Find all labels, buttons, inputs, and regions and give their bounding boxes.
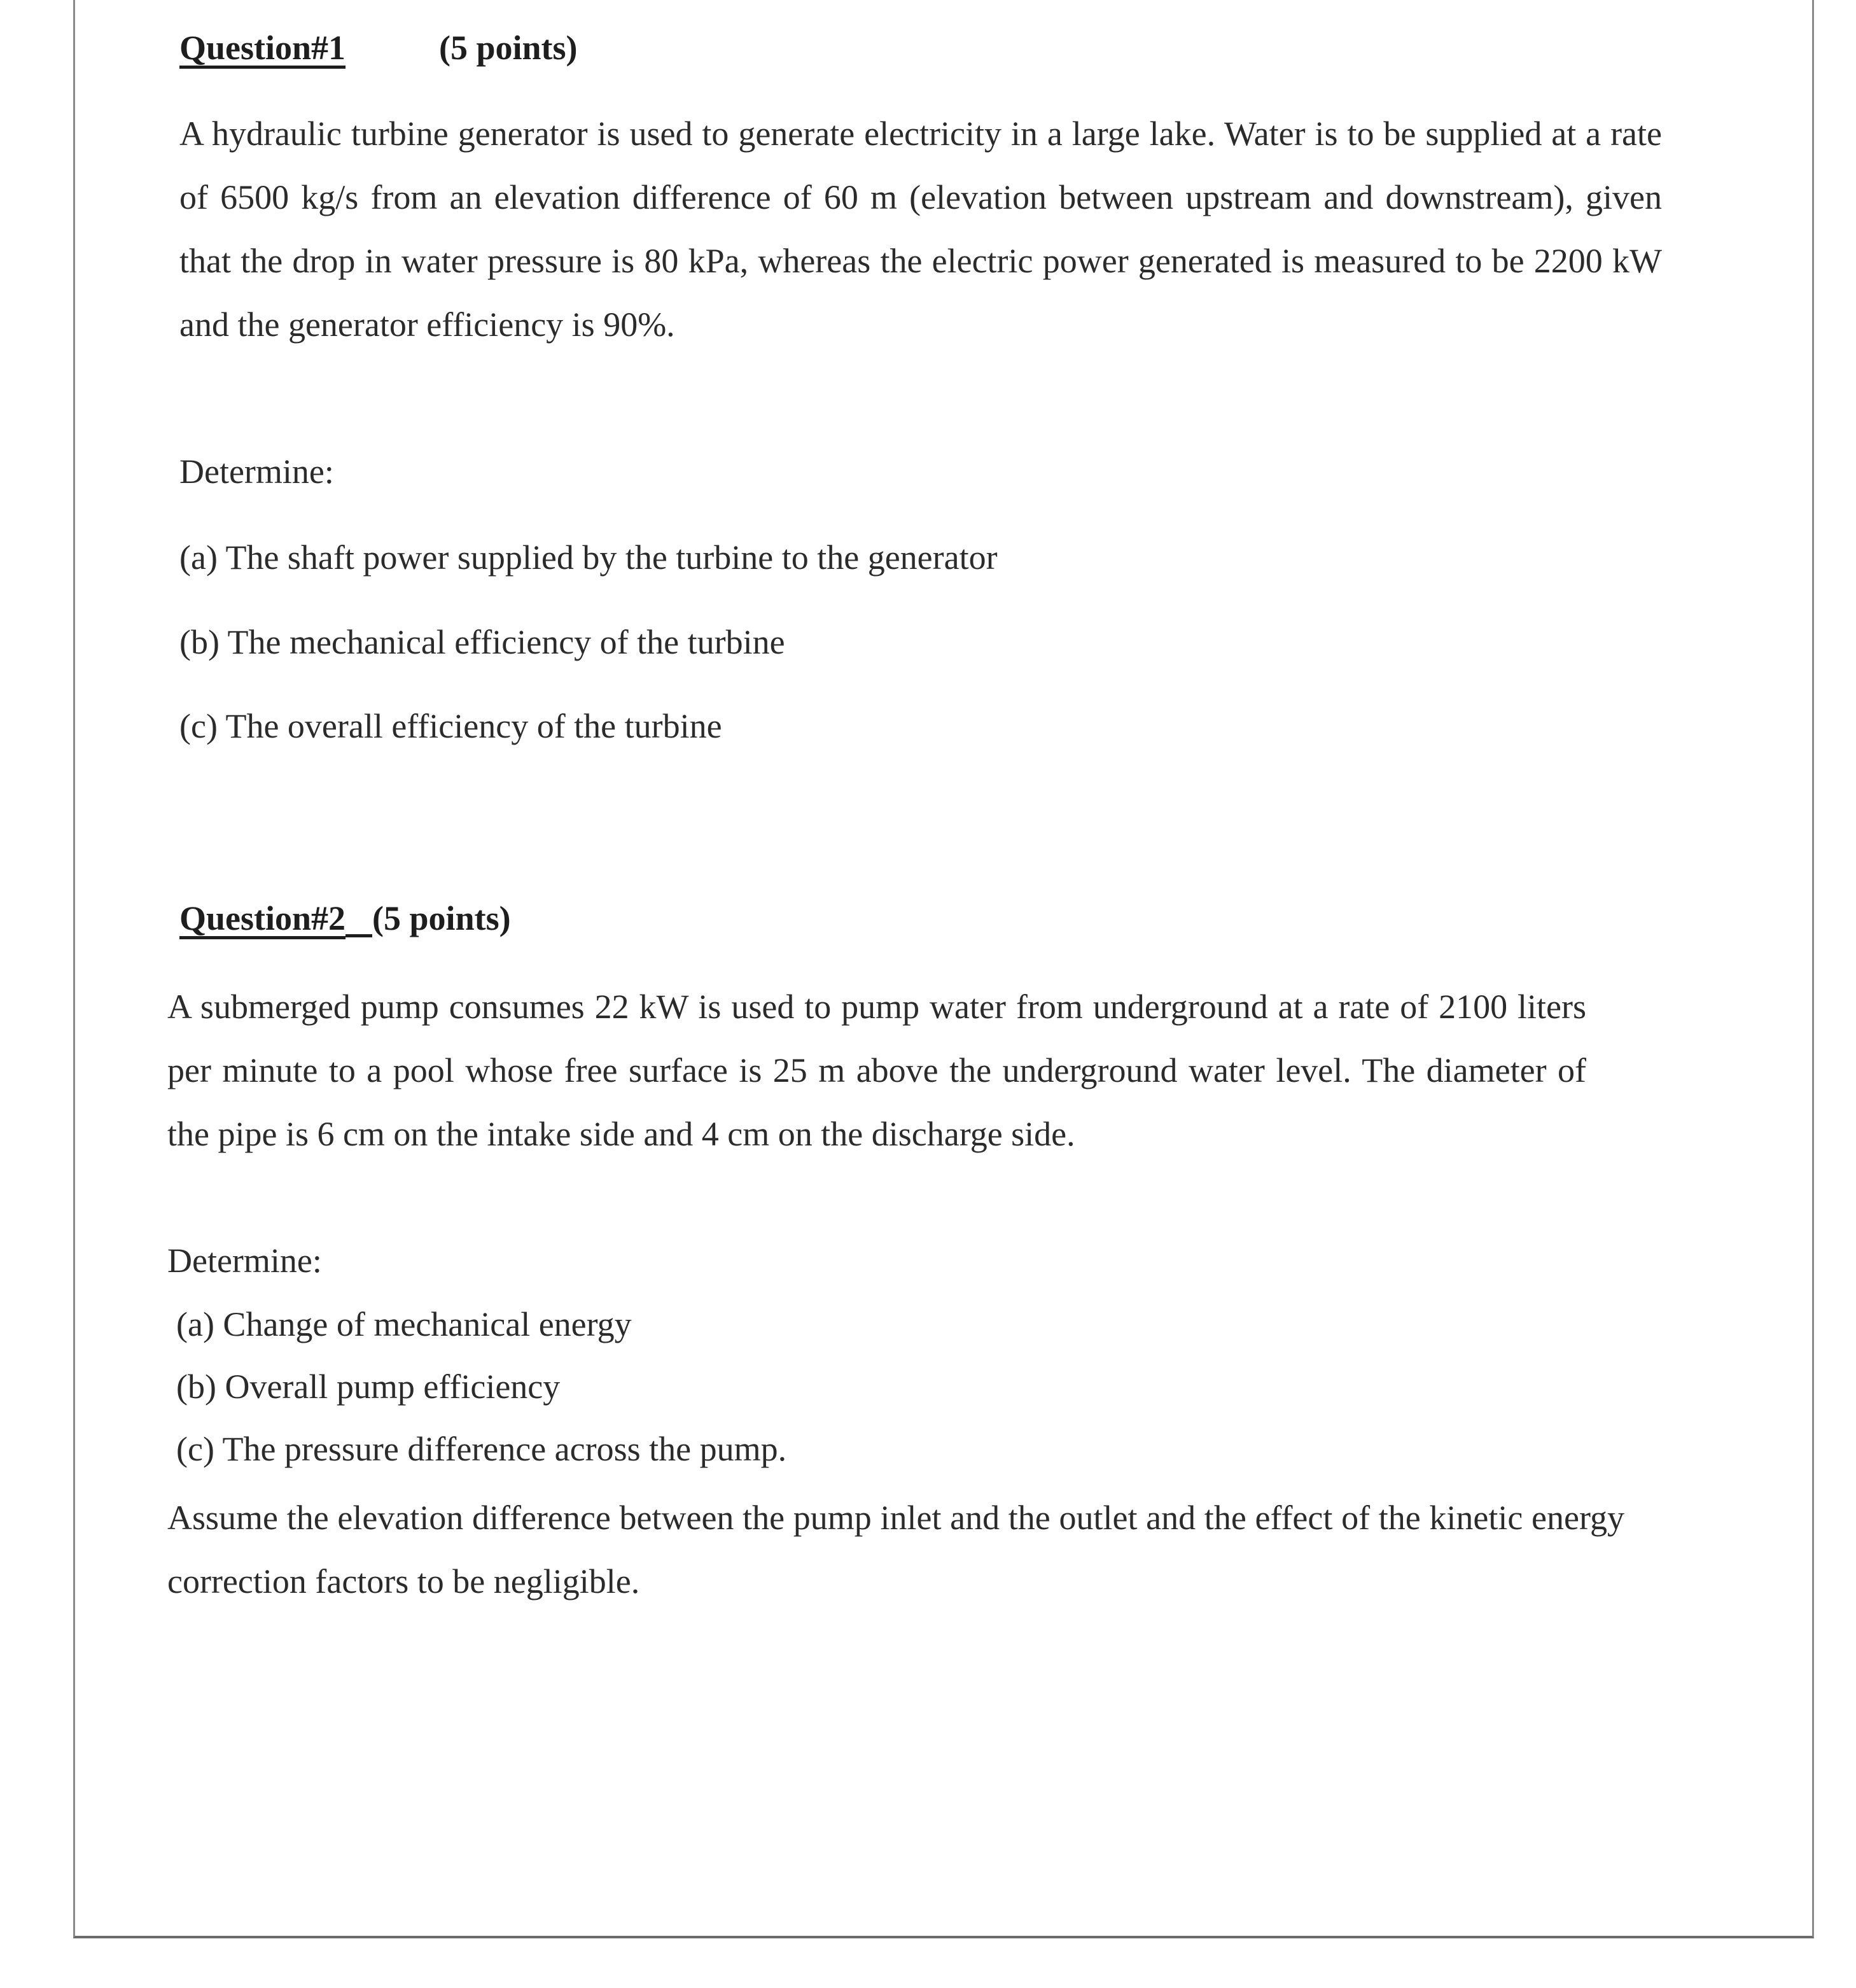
question-2-item-b: (b) Overall pump efficiency [176,1368,561,1406]
question-2-assumption: Assume the elevation difference between the pump inlet and the outlet and the effect of the kinetic energy correction factors to be negligible. [167,1499,1624,1600]
question-1-item-c: (c) The overall efficiency of the turbine [179,707,722,745]
question-1-title: Question#1 [179,29,346,67]
question-1-points: (5 points) [439,29,578,67]
question-1-item-b: (b) The mechanical efficiency of the turbine [179,623,785,661]
question-2-title: Question#2 [179,899,346,937]
question-1-body: A hydraulic turbine generator is used to generate electricity in a large lake. Water is to be supplied at a rate of 6500 kg/s from an elevation difference of 60 m (elevation between upstream and downstream), given that the drop in water pressure is 80 kPa, whereas the electric power generated is measured to be 2200 kW and the generator efficiency is 90%. [179,115,1662,344]
question-1-heading [179,28,345,67]
question-1-determine-label: Determine: [179,452,334,491]
underline-trail [345,934,372,937]
question-2-item-a: (a) Change of mechanical energy [176,1305,632,1343]
question-2-points: (5 points) [372,899,511,937]
question-1-item-a: (a) The shaft power supplied by the turbine to the generator [179,538,998,577]
question-2-determine-label: Determine: [167,1242,322,1280]
question-2-body: A submerged pump consumes 22 kW is used to pump water from underground at a rate of 2100 liters per minute to a pool whose free surface is 25 m above the underground water level. The diameter of the pipe is 6 cm on the intake side and 4 cm on the discharge side. [167,988,1586,1153]
question-2-item-c: (c) The pressure difference across the pump. [176,1430,787,1468]
question-2-heading [179,899,511,938]
